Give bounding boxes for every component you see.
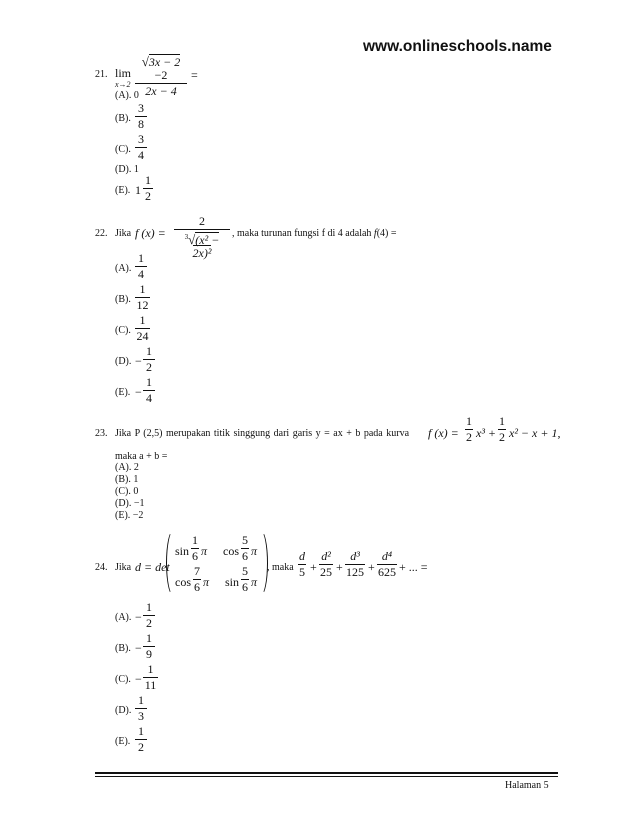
q24-series-term1: d 5: [299, 549, 305, 579]
q22-option-e-sign: −: [135, 385, 142, 399]
q22-option-d-value: 1 2: [143, 345, 155, 374]
q23-term1-frac: 1 2: [466, 414, 472, 444]
q23-term1-var: x³ +: [476, 426, 497, 440]
q21-option-e-whole: 1: [135, 183, 141, 197]
q22-option-a-value: 1 4: [135, 252, 147, 281]
q24-option-b-value: 1 9: [143, 632, 155, 661]
q24-m12-fn: cos: [223, 544, 239, 558]
q23-term2-var: x² − x + 1,: [509, 426, 561, 440]
q24-plus-2: +: [336, 560, 343, 574]
q24-m12-pi: π: [251, 544, 258, 558]
q22-option-b-value: 1 12: [136, 282, 149, 312]
q22-number: 22.: [95, 228, 108, 239]
q24-m11-frac: 1 6: [192, 533, 198, 563]
q21-option-c-value: 3 4: [135, 133, 147, 162]
q21-option-e-value: 1 2: [145, 173, 151, 203]
q21-lim-sub: x→2: [115, 80, 131, 89]
q24-series-term2: d² 25: [320, 549, 332, 579]
q22-fx: f (x) =: [135, 226, 166, 240]
q21-num-radicand: 3x − 2: [148, 55, 181, 69]
page-number: Halaman 5: [505, 780, 549, 791]
q24-plus-1: +: [310, 560, 317, 574]
q22-option-a-label: (A).: [115, 263, 132, 274]
q24-option-a-sign: −: [135, 610, 142, 624]
q21-den: 2x − 4: [145, 84, 177, 98]
q21-option-b-value: 3 8: [135, 102, 147, 131]
q24-m21-fn: cos: [175, 575, 191, 589]
q24-number: 24.: [95, 562, 108, 573]
q22-option-c-value: 1 24: [136, 313, 149, 343]
q23-option-c: (C). 0: [115, 486, 139, 497]
q24-series-tail: + ... =: [399, 560, 428, 574]
q24-option-b-label: (B).: [115, 643, 131, 654]
q23-text: Jika P (2,5) merupakan titik singgung dari garis y = ax + b pada kurva: [115, 428, 410, 439]
q24-option-d-label: (D).: [115, 705, 132, 716]
q24-option-e-label: (E).: [115, 736, 131, 747]
q21-option-b-label: (B).: [115, 113, 131, 124]
q24-m11-pi: π: [201, 544, 208, 558]
q22-jika: Jika: [115, 228, 132, 239]
q24-option-a-value: 1 2: [143, 601, 155, 630]
q24-option-d-value: 1 3: [135, 694, 147, 723]
q23-option-b: (B). 1: [115, 474, 139, 485]
q21-option-d: (D). 1: [115, 164, 139, 175]
q23-option-a: (A). 2: [115, 462, 139, 473]
q24-m21-frac: 7 6: [194, 564, 200, 594]
q24-option-e-value: 1 2: [135, 725, 147, 754]
q24-series-term3: d³ 125: [346, 549, 364, 579]
q24-m22-frac: 5 6: [242, 564, 248, 594]
q24-m22-fn: sin: [225, 575, 240, 589]
q24-m21-pi: π: [203, 575, 210, 589]
q22-option-d-sign: −: [135, 354, 142, 368]
q22-option-b-label: (B).: [115, 294, 131, 305]
q23-option-e: (E). −2: [115, 510, 144, 521]
q21-option-a: (A). 0: [115, 90, 139, 101]
q24-option-c-label: (C).: [115, 674, 131, 685]
q22-fraction: 2 $^3$√(x² − 2x)²: [174, 215, 230, 260]
q23-term2-frac: 1 2: [499, 414, 505, 444]
q22-option-d-label: (D).: [115, 356, 132, 367]
q24-option-b-sign: −: [135, 641, 142, 655]
q23-number: 23.: [95, 428, 108, 439]
site-watermark: www.onlineschools.name: [363, 38, 552, 55]
q21-lim: lim: [115, 66, 132, 80]
q24-maka: , maka: [267, 562, 294, 573]
q21-eq: =: [191, 68, 198, 82]
q24-m12-frac: 5 6: [242, 533, 248, 563]
q24-option-c-sign: −: [135, 672, 142, 686]
q21-fraction: √3x − 2 −2 2x − 4: [135, 55, 187, 98]
q24-series-term4: d⁴ 625: [378, 549, 396, 579]
q21-option-e-label: (E).: [115, 185, 131, 196]
q24-m22-pi: π: [251, 575, 258, 589]
q24-plus-3: +: [368, 560, 375, 574]
q22-suffix: , maka turunan fungsi f di 4 adalah f(4) =: [232, 228, 397, 239]
q23-fx: f (x) =: [428, 426, 459, 440]
q23-line2: maka a + b =: [115, 451, 168, 462]
q21-option-c-label: (C).: [115, 144, 131, 155]
q22-option-c-label: (C).: [115, 325, 131, 336]
q24-d-eq: d = det: [135, 560, 170, 574]
q21-num-tail: −2: [154, 68, 168, 82]
q22-option-e-value: 1 4: [143, 376, 155, 405]
footer-rule-thick: [95, 772, 558, 774]
q22-option-e-label: (E).: [115, 387, 131, 398]
q24-jika: Jika: [115, 562, 132, 573]
q23-option-d: (D). −1: [115, 498, 145, 509]
footer-rule-thin: [95, 776, 558, 777]
q24-option-c-value: 1 11: [144, 662, 157, 692]
q21-number: 21.: [95, 69, 108, 80]
q24-m11-fn: sin: [175, 544, 190, 558]
q24-option-a-label: (A).: [115, 612, 132, 623]
